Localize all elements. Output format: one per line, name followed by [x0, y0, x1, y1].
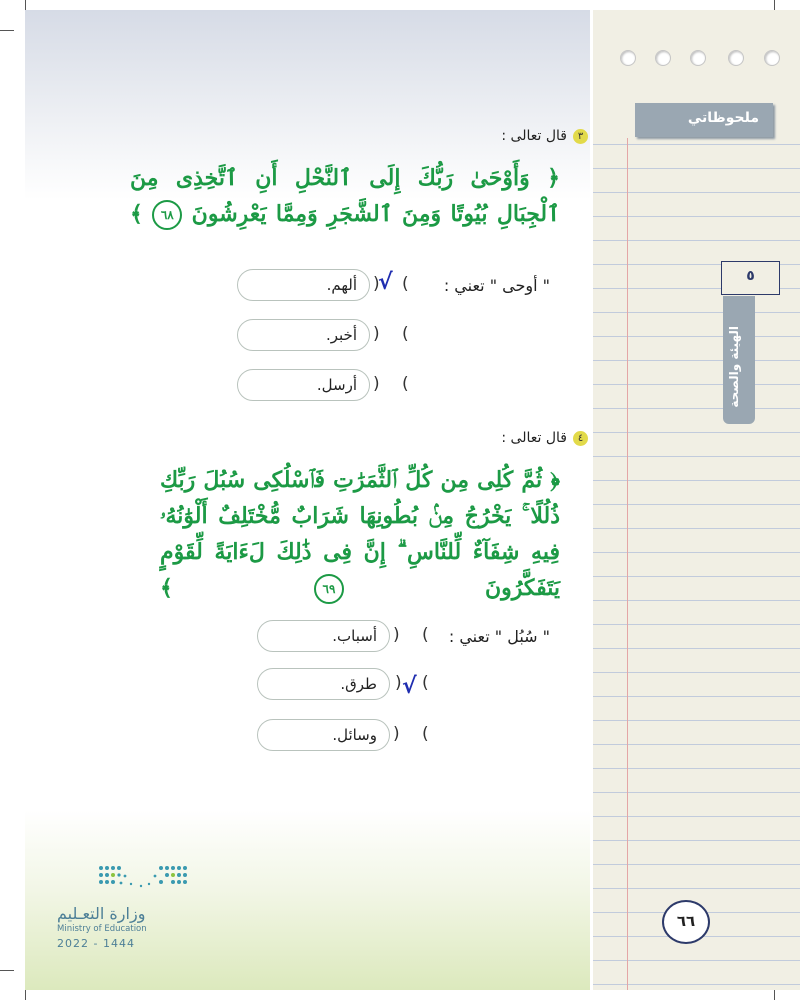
option-text: أخبر.	[325, 326, 357, 344]
paren-close: )	[373, 324, 380, 344]
notes-header-label: ملحوظاتي	[687, 110, 759, 126]
q4-ayah-number: ٦٩	[314, 574, 344, 604]
ministry-logo-icon	[57, 862, 192, 896]
q3-verse-end: ﴾	[130, 201, 143, 227]
check-mark: √	[402, 674, 417, 699]
paren-open: (	[422, 724, 429, 744]
binder-hole-icon	[690, 50, 706, 66]
paren-open: (	[422, 625, 429, 645]
ministry-name-ar: وزارة التعـليم	[57, 904, 146, 923]
crop-mark	[25, 990, 26, 1000]
q3-number: ٣	[573, 129, 588, 144]
unit-title-tab	[723, 296, 755, 424]
q4-number: ٤	[573, 431, 588, 446]
crop-mark	[0, 30, 14, 31]
edition-year: 2022 - 1444	[57, 937, 135, 950]
option-text: طرق.	[340, 675, 377, 693]
paren-open: (	[402, 324, 409, 344]
unit-title: الهيئة والصحة	[727, 326, 741, 408]
notes-header	[635, 103, 773, 137]
paren-close: )	[373, 274, 380, 294]
q4-intro: قال تعالى :	[501, 430, 567, 446]
option-text: أرسل.	[316, 376, 357, 394]
q3-ayah-number: ٦٨	[152, 200, 182, 230]
q4-option-3[interactable]	[257, 719, 390, 751]
q4-verse-end: ﴾	[160, 575, 173, 601]
crop-mark	[0, 970, 14, 971]
q3-intro: قال تعالى :	[501, 128, 567, 144]
ministry-name-en: Ministry of Education	[57, 924, 147, 934]
notes-margin-line	[627, 138, 628, 990]
q4-option-2[interactable]	[257, 668, 390, 700]
q3-question: " أوحى " تعني :	[443, 276, 550, 295]
paren-open: (	[402, 374, 409, 394]
q3-verse	[130, 160, 560, 232]
binder-hole-icon	[728, 50, 744, 66]
paren-open: (	[422, 673, 429, 693]
q3-title	[501, 128, 588, 144]
page-number: ٦٦	[676, 912, 696, 930]
paren-open: (	[402, 274, 409, 294]
paren-close: )	[373, 374, 380, 394]
unit-number-box	[721, 261, 780, 295]
q4-option-1[interactable]	[257, 620, 390, 652]
q3-option-3[interactable]	[237, 369, 370, 401]
q4-verse	[160, 462, 560, 606]
check-mark: √	[378, 270, 393, 295]
page-number-badge	[662, 900, 710, 944]
crop-mark	[774, 0, 775, 10]
paren-close: )	[395, 673, 402, 693]
q4-question: " سُبُل " تعني :	[448, 627, 550, 646]
notes-sidebar	[593, 10, 800, 990]
q3-verse-text: ﴿ وَأَوْحَىٰ رَبُّكَ إِلَى ٱلنَّحْلِ أَنِ ٱتَّخِذِى مِنَ ٱلْجِبَالِ بُيُوتًا وَمِنَ ٱلشَّجَرِ وَمِمَّا يَعْرِشُونَ	[130, 165, 560, 227]
q4-verse-text: ﴿ ثُمَّ كُلِى مِن كُلِّ ٱلثَّمَرَٰتِ فَٱسْلُكِى سُبُلَ رَبِّكِ ذُلُلًا ۚ يَخْرُجُ مِنۢ بُطُونِهَا شَرَابٌ مُّخْتَلِفٌ أَلْوَٰنُهُۥ فِيهِ شِفَآءٌ لِّلنَّاسِ ۗ إِنَّ فِى ذَٰلِكَ لَءَايَةً لِّقَوْمٍ يَتَفَكَّرُونَ	[160, 467, 560, 601]
option-text: ألهم.	[326, 276, 357, 294]
option-text: وسائل.	[332, 726, 377, 744]
binder-hole-icon	[620, 50, 636, 66]
paren-close: )	[393, 724, 400, 744]
q4-title	[501, 430, 588, 446]
crop-mark	[25, 0, 26, 10]
paren-close: )	[393, 625, 400, 645]
binder-hole-icon	[655, 50, 671, 66]
binder-hole-icon	[764, 50, 780, 66]
q3-option-1[interactable]	[237, 269, 370, 301]
unit-number: ٥	[746, 268, 755, 284]
option-text: أسباب.	[332, 627, 377, 645]
q3-option-2[interactable]	[237, 319, 370, 351]
crop-mark	[774, 990, 775, 1000]
